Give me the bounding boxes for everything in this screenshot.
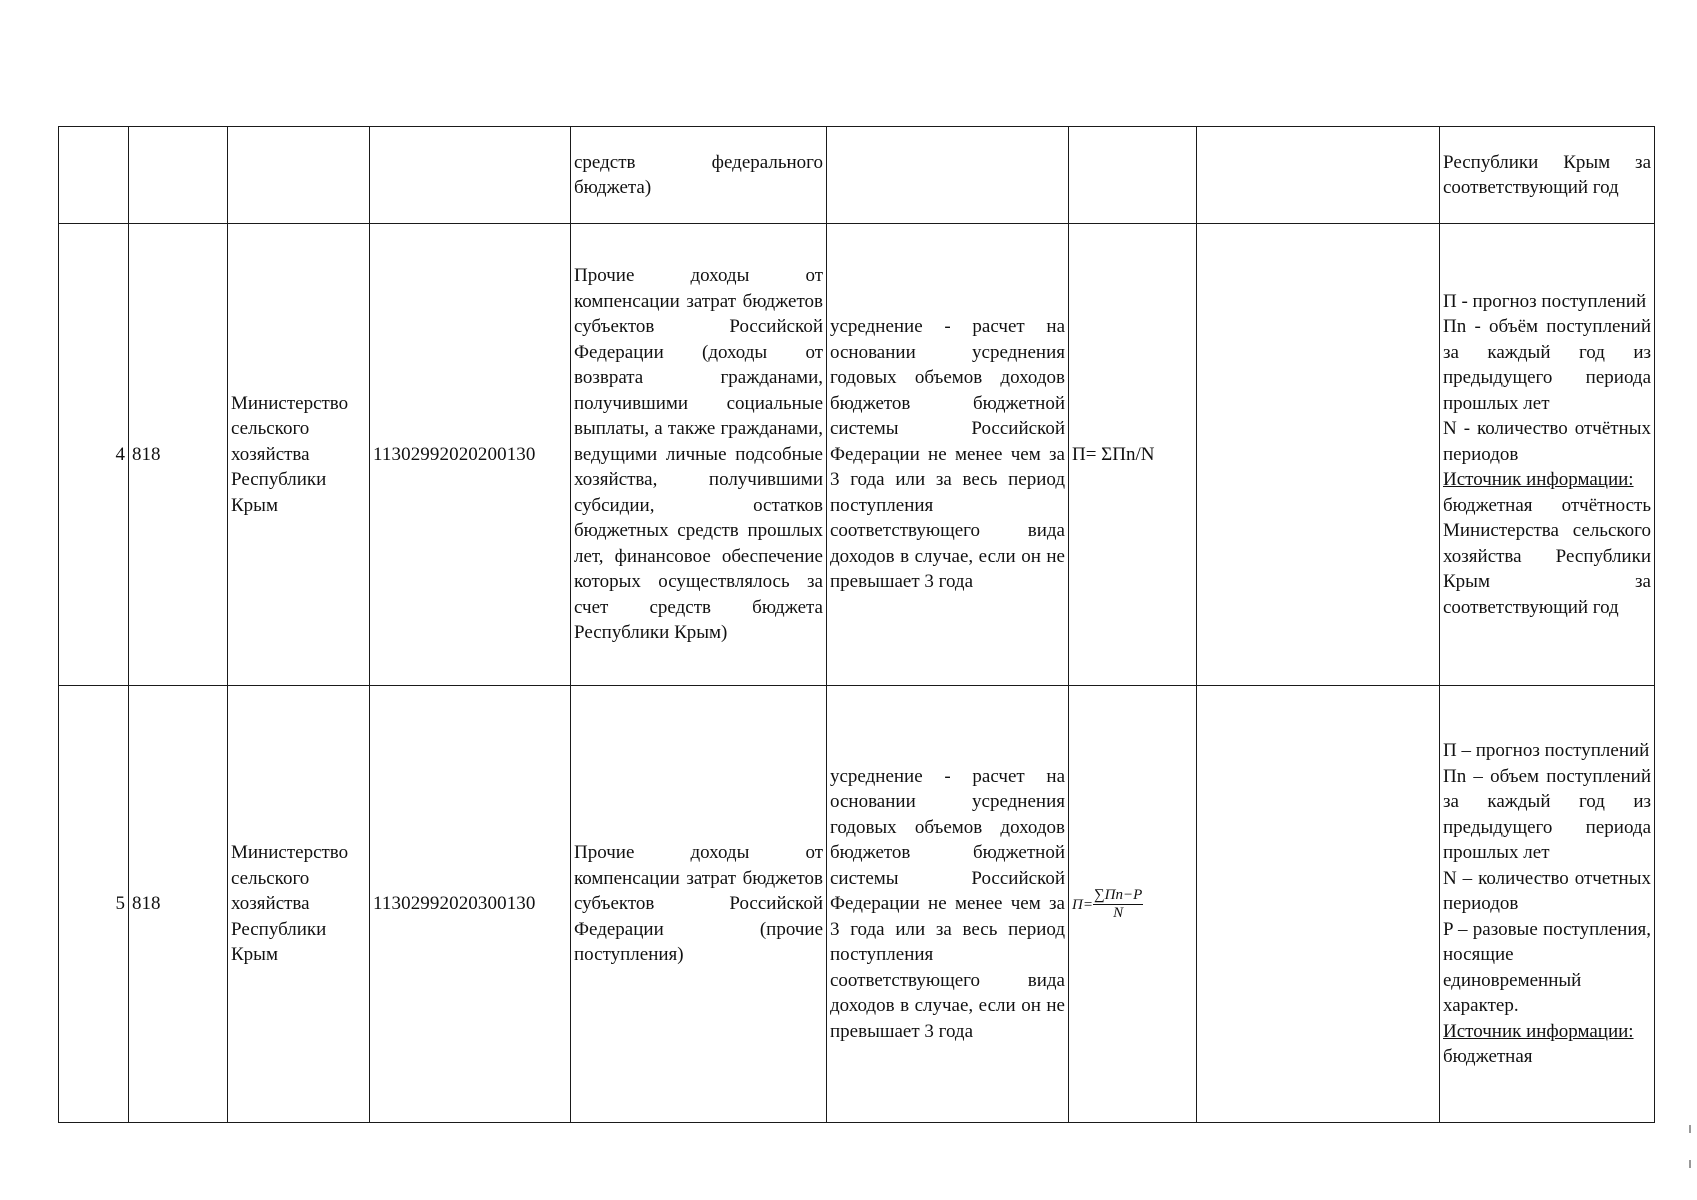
cell-admin-code: 818 bbox=[129, 686, 228, 1123]
cell-method: усреднение - расчет на основании усреднения годовых объемов доходов бюджетов бюджетной системы Российской Федерации не менее чем за 3 года или за весь период поступления соответствующего вида доходов в случае, если он не превышает 3 года bbox=[827, 686, 1069, 1123]
cell-number bbox=[59, 127, 129, 224]
cell-kbk: 11302992020200130 bbox=[370, 224, 571, 686]
formula-numerator: ∑Пn−P bbox=[1093, 886, 1143, 903]
cell-algorithm bbox=[1197, 224, 1440, 686]
table-row-4 bbox=[59, 224, 1655, 686]
scan-edge-mark bbox=[1689, 1160, 1691, 1168]
table-row-5 bbox=[59, 686, 1655, 1123]
cell-method bbox=[827, 127, 1069, 224]
cell-kbk bbox=[370, 127, 571, 224]
description-line: П - прогноз поступлений bbox=[1443, 290, 1647, 312]
income-forecast-table bbox=[58, 126, 1655, 1123]
source-label: Источник информации: bbox=[1443, 1020, 1634, 1042]
cell-income-name: средств федерального бюджета) bbox=[571, 127, 827, 224]
description-line: P – разовые поступления, носящие единовременный характер. bbox=[1443, 918, 1651, 1017]
formula-lhs: П= bbox=[1072, 896, 1093, 913]
cell-description bbox=[1440, 224, 1655, 686]
table-row-continuation bbox=[59, 127, 1655, 224]
cell-algorithm bbox=[1197, 127, 1440, 224]
cell-number: 5 bbox=[59, 686, 129, 1123]
formula-denominator: N bbox=[1113, 904, 1124, 921]
description-line: бюджетная bbox=[1443, 1046, 1533, 1068]
cell-admin-code: 818 bbox=[129, 224, 228, 686]
cell-algorithm bbox=[1197, 686, 1440, 1123]
cell-description bbox=[1440, 686, 1655, 1123]
cell-formula bbox=[1069, 686, 1197, 1123]
description-line: П – прогноз поступлений bbox=[1443, 740, 1650, 762]
description-line: Пn - объём поступлений за каждый год из предыдущего периода прошлых лет bbox=[1443, 316, 1651, 414]
cell-method: усреднение - расчет на основании усреднения годовых объемов доходов бюджетов бюджетной системы Российской Федерации не менее чем за 3 года или за весь период поступления соответствующего вида доходов в случае, если он не превышает 3 года bbox=[827, 224, 1069, 686]
description-line: Республики Крым за соответствующий год bbox=[1443, 151, 1651, 198]
cell-income-name: Прочие доходы от компенсации затрат бюджетов субъектов Российской Федерации (прочие поступления) bbox=[571, 686, 827, 1123]
source-label: Источник информации: bbox=[1443, 469, 1634, 491]
cell-formula: П= ΣПn/N bbox=[1069, 224, 1197, 686]
cell-admin-name bbox=[228, 127, 370, 224]
description-line: N - количество отчётных периодов bbox=[1443, 418, 1651, 465]
cell-income-name: Прочие доходы от компенсации затрат бюджетов субъектов Российской Федерации (доходы от возврата гражданами, получившими социальные выплаты, а также гражданами, ведущими личные подсобные хозяйства, получившими субсидии, остатков бюджетных средств прошлых лет, финансовое обеспечение которых осуществлялось за счет средств бюджета Республики Крым) bbox=[571, 224, 827, 686]
scan-edge-mark bbox=[1689, 1125, 1691, 1133]
cell-number: 4 bbox=[59, 224, 129, 686]
description-line: бюджетная отчётность Министерства сельского хозяйства Республики Крым за соответствующий год bbox=[1443, 494, 1651, 618]
cell-kbk: 11302992020300130 bbox=[370, 686, 571, 1123]
cell-formula bbox=[1069, 127, 1197, 224]
formula-fraction bbox=[1093, 887, 1143, 922]
cell-admin-name: Министерство сельского хозяйства Республики Крым bbox=[228, 224, 370, 686]
cell-admin-name: Министерство сельского хозяйства Республики Крым bbox=[228, 686, 370, 1123]
description-line: Пn – объем поступлений за каждый год из предыдущего периода прошлых лет bbox=[1443, 765, 1651, 864]
cell-admin-code bbox=[129, 127, 228, 224]
description-line: N – количество отчетных периодов bbox=[1443, 867, 1651, 915]
cell-description bbox=[1440, 127, 1655, 224]
